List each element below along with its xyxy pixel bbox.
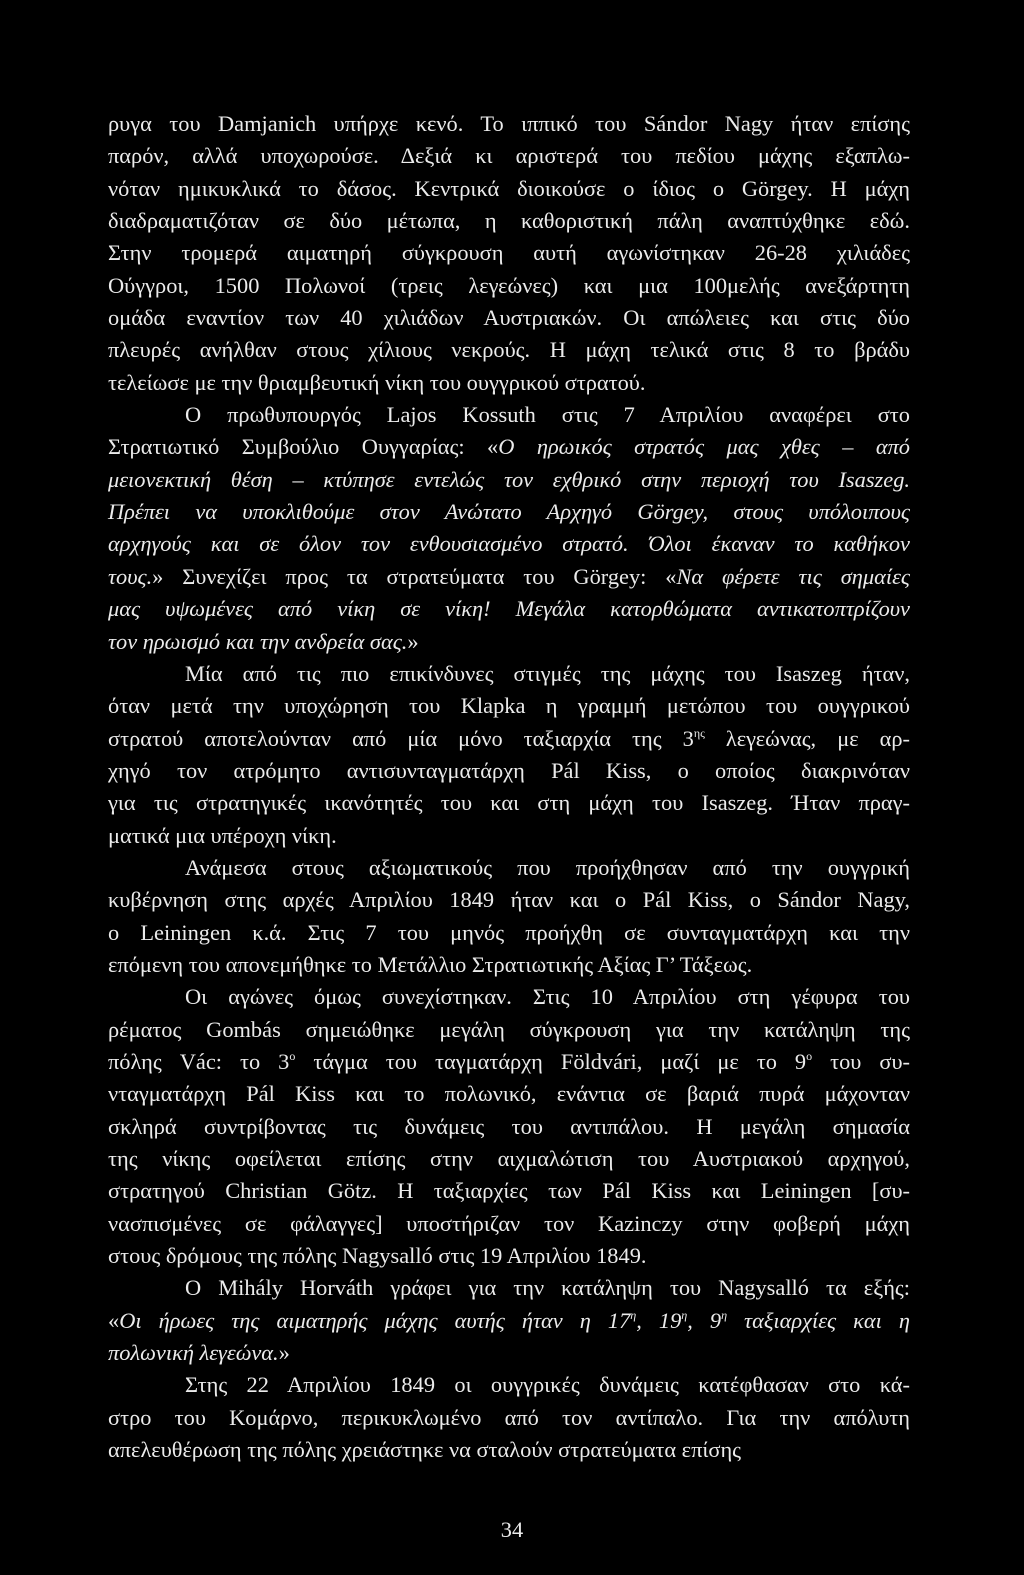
italic-text: Να φέρετε τις σημαίες xyxy=(676,563,910,589)
italic-text: αρχηγούς και σε όλον τον ενθουσιασμένο στρατό. Όλοι έκαναν το καθήκον xyxy=(108,531,910,557)
italic-text: , 19 xyxy=(636,1307,682,1333)
text-run: για τις στρατηγικές ικανότητές του και στη μάχη του Isaszeg. Ήταν πραγ- xyxy=(108,790,910,816)
text-line xyxy=(108,302,910,334)
paragraph xyxy=(108,108,910,399)
text-line xyxy=(108,528,910,560)
text-line xyxy=(108,237,910,269)
text-line xyxy=(108,1078,910,1110)
text-run: διαδραματιζόταν σε δύο μέτωπα, η καθοριστική πάλη αναπτύχθηκε εδώ. xyxy=(108,208,910,234)
text-run: τάγμα του ταγματάρχη Földvári, μαζί με το 9 xyxy=(295,1048,807,1074)
text-run: του συ- xyxy=(812,1048,910,1074)
text-run: τελείωσε με την θριαμβευτική νίκη του ουγγρικού στρατού. xyxy=(108,369,646,395)
text-run: « xyxy=(108,1307,120,1333)
paragraph xyxy=(108,1272,910,1369)
paragraph xyxy=(108,852,910,981)
text-run: επόμενη του απονεμήθηκε το Μετάλλιο Στρατιωτικής Αξίας Γ’ Τάξεως. xyxy=(108,951,753,977)
text-run: Μία από τις πιο επικίνδυνες στιγμές της μάχης του Isaszeg ήταν, xyxy=(185,660,910,686)
superscript: η xyxy=(681,1307,688,1322)
paragraph xyxy=(108,658,910,852)
text-line xyxy=(108,140,910,172)
text-run: Στης 22 Απριλίου 1849 οι ουγγρικές δυνάμεις κατέφθασαν στο κά- xyxy=(185,1372,910,1398)
text-line xyxy=(108,108,910,140)
text-run: ρυγα του Damjanich υπήρχε κενό. Το ιππικό του Sándor Nagy ήταν επίσης xyxy=(108,111,910,136)
text-line xyxy=(108,820,910,852)
text-run: Οι αγώνες όμως συνεχίστηκαν. Στις 10 Απριλίου στη γέφυρα του xyxy=(185,984,910,1010)
text-run: νασπισμένες σε φάλαγγες] υποστήριζαν τον Kazinczy στην φοβερή μάχη xyxy=(108,1210,910,1236)
italic-text: ταξιαρχίες και η xyxy=(727,1307,911,1333)
italic-text: τους. xyxy=(108,563,153,589)
italic-text: μας υψωμένες από νίκη σε νίκη! Μεγάλα κατορθώματα αντικατοπτρίζουν xyxy=(108,596,910,622)
text-line xyxy=(108,1369,910,1401)
text-line xyxy=(108,884,910,916)
italic-text: , 9 xyxy=(687,1307,722,1333)
italic-text: Οι ήρωες της αιματηρής μάχης αυτής ήταν η 17 xyxy=(119,1307,631,1333)
text-run: Ο πρωθυπουργός Lajos Kossuth στις 7 Απριλίου αναφέρει στο xyxy=(185,402,910,428)
text-line xyxy=(108,431,910,463)
superscript: ο xyxy=(289,1048,296,1063)
text-run: ρέματος Gombás σημειώθηκε μεγάλη σύγκρουση για την κατάληψη της xyxy=(108,1016,910,1042)
paragraph xyxy=(108,981,910,1272)
text-run: στρατού αποτελούνταν από μία μόνο ταξιαρχία της 3 xyxy=(108,725,694,751)
text-run: » xyxy=(278,1340,290,1366)
text-line xyxy=(108,205,910,237)
text-line xyxy=(108,917,910,949)
text-line xyxy=(108,270,910,302)
text-run: σκληρά συντρίβοντας τις δυνάμεις του αντιπάλου. Η μεγάλη σημασία xyxy=(108,1113,910,1139)
text-line xyxy=(108,787,910,819)
text-run: Στρατιωτικό Συμβούλιο Ουγγαρίας: « xyxy=(108,434,499,460)
superscript: η xyxy=(630,1307,637,1322)
text-run: της νίκης οφείλεται επίσης στην αιχμαλώτιση του Αυστριακού αρχηγού, xyxy=(108,1146,910,1171)
text-line xyxy=(108,561,910,593)
text-run: όταν μετά την υποχώρηση του Klapka η γραμμή μετώπου του ουγγρικού xyxy=(108,693,910,719)
text-line xyxy=(108,755,910,787)
text-line xyxy=(108,1014,910,1046)
text-run: πλευρές ανήλθαν στους χίλιους νεκρούς. Η μάχη τελικά στις 8 το βράδυ xyxy=(108,337,910,363)
paragraph xyxy=(108,399,910,658)
text-run: λεγεώνας, με αρ- xyxy=(704,725,910,751)
text-line xyxy=(108,1240,910,1272)
text-line xyxy=(108,723,910,755)
text-line xyxy=(108,1175,910,1207)
italic-text: Πρέπει να υποκλιθούμε στον Ανώτατο Αρχηγό Görgey, στους υπόλοιπους xyxy=(108,499,910,525)
text-run: ομάδα εναντίον των 40 χιλιάδων Αυστριακών. Οι απώλειες και στις δύο xyxy=(108,305,910,331)
text-line xyxy=(108,1111,910,1143)
text-line xyxy=(108,464,910,496)
superscript: ο xyxy=(806,1048,813,1063)
text-line xyxy=(108,399,910,431)
text-run: νόταν ημικυκλικά το δάσος. Κεντρικά διοικούσε ο ίδιος ο Görgey. Η μάχη xyxy=(108,175,910,201)
text-line xyxy=(108,626,910,658)
text-line xyxy=(108,852,910,884)
text-run: απελευθέρωση της πόλης χρειάστηκε να σταλούν στρατεύματα επίσης xyxy=(108,1437,742,1463)
text-run: κυβέρνηση στης αρχές Απριλίου 1849 ήταν και ο Pál Kiss, ο Sándor Nagy, xyxy=(108,887,910,913)
text-run: » xyxy=(407,628,419,654)
text-line xyxy=(108,496,910,528)
text-line xyxy=(108,1337,910,1369)
text-line xyxy=(108,1305,910,1337)
text-run: Στην τρομερά αιματηρή σύγκρουση αυτή αγωνίστηκαν 26-28 χιλιάδες xyxy=(108,240,910,266)
text-run: στους δρόμους της πόλης Nagysalló στις 19 Απριλίου 1849. xyxy=(108,1243,647,1269)
text-line xyxy=(108,658,910,690)
text-line xyxy=(108,1434,910,1466)
superscript: η xyxy=(721,1307,728,1322)
text-line xyxy=(108,1143,910,1175)
text-line xyxy=(108,949,910,981)
text-run: χηγό τον ατρόμητο αντισυνταγματάρχη Pál Kiss, ο οποίος διακρινόταν xyxy=(108,757,910,783)
paragraph xyxy=(108,1369,910,1466)
body-text xyxy=(108,108,910,1466)
superscript: ης xyxy=(693,725,705,740)
text-run: στρατηγού Christian Götz. Η ταξιαρχίες των Pál Kiss και Leiningen [συ- xyxy=(108,1178,910,1204)
text-line xyxy=(108,367,910,399)
text-run: παρόν, αλλά υποχωρούσε. Δεξιά κι αριστερά του πεδίου μάχης εξαπλω- xyxy=(108,143,910,169)
text-run: » Συνεχίζει προς τα στρατεύματα του Görgey: « xyxy=(152,563,677,589)
text-run: νταγματάρχη Pál Kiss και το πολωνικό, ενάντια σε βαριά πυρά μάχονταν xyxy=(108,1081,910,1107)
text-line xyxy=(108,173,910,205)
text-run: Ο Mihály Horváth γράφει για την κατάληψη του Nagysalló τα εξής: xyxy=(185,1275,910,1301)
text-run: ματικά μια υπέροχη νίκη. xyxy=(108,822,337,848)
italic-text: Ο ηρωικός στρατός μας χθες – από xyxy=(498,434,910,460)
page-number: 34 xyxy=(500,1517,524,1542)
text-line xyxy=(108,1272,910,1304)
text-run: στρο του Κομάρνο, περικυκλωμένο από τον αντίπαλο. Για την απόλυτη xyxy=(108,1404,910,1430)
text-line xyxy=(108,690,910,722)
italic-text: τον ηρωισμό και την ανδρεία σας. xyxy=(108,628,408,654)
italic-text: μειονεκτική θέση – κτύπησε εντελώς τον εχθρικό στην περιοχή του Isaszeg. xyxy=(108,466,910,492)
text-run: Ούγγροι, 1500 Πολωνοί (τρεις λεγεώνες) και μια 100μελής ανεξάρτητη xyxy=(108,272,910,298)
text-line xyxy=(108,1046,910,1078)
italic-text: πολωνική λεγεώνα. xyxy=(108,1340,279,1366)
text-run: πόλης Vác: το 3 xyxy=(108,1048,290,1074)
text-run: ο Leiningen κ.ά. Στις 7 του μηνός προήχθη σε συνταγματάρχη και την xyxy=(108,919,910,945)
text-line xyxy=(108,981,910,1013)
text-run: Ανάμεσα στους αξιωματικούς που προήχθησαν από την ουγγρική xyxy=(185,854,910,880)
text-line xyxy=(108,1402,910,1434)
text-line xyxy=(108,1208,910,1240)
text-line xyxy=(108,593,910,625)
text-line xyxy=(108,334,910,366)
